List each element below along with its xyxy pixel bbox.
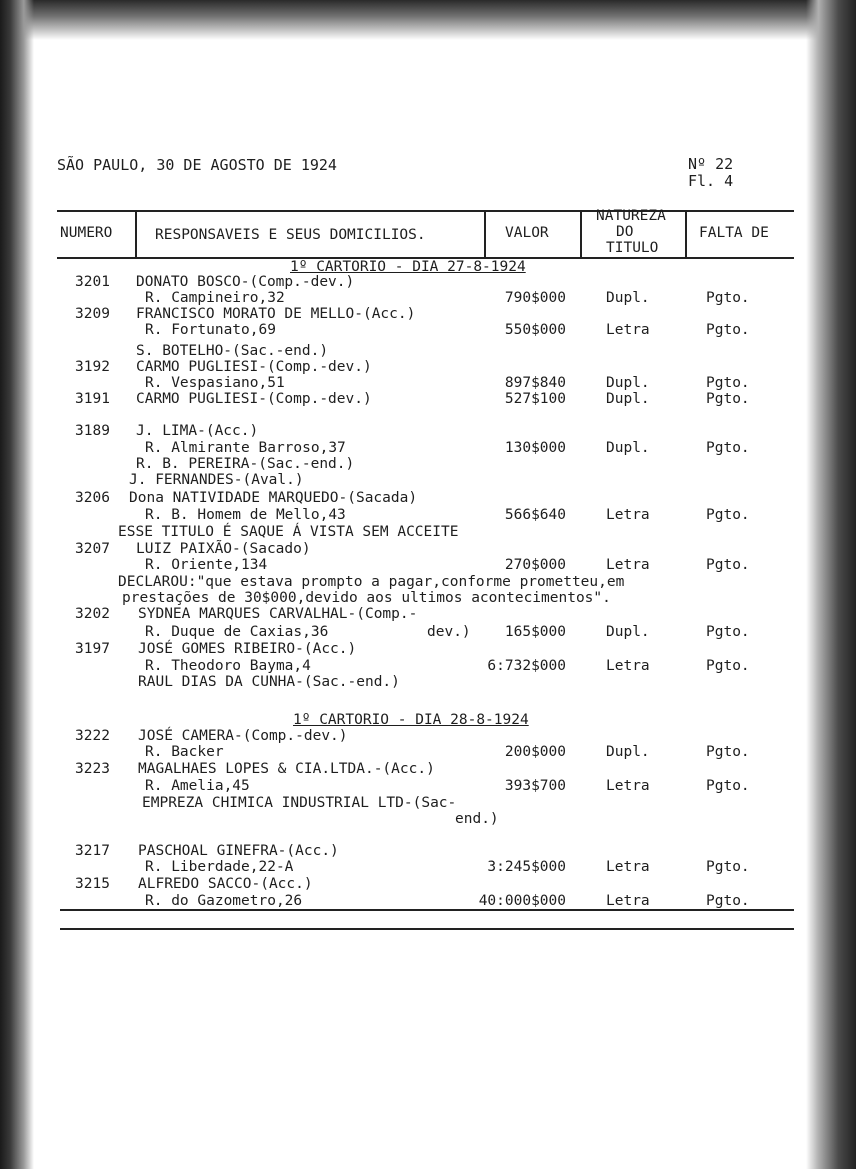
entry-text: R. Backer — [145, 744, 224, 760]
entry-text: R. Duque de Caxias,36 — [145, 624, 329, 640]
place-date: SÃO PAULO, 30 DE AGOSTO DE 1924 — [57, 156, 337, 174]
entry-text: DONATO BOSCO-(Comp.-dev.) — [136, 274, 355, 290]
column-header-natureza-do: DO — [616, 224, 634, 240]
entry-valor: 566$640 — [504, 507, 566, 523]
table-bottom-rule — [60, 928, 794, 930]
entry-falta: Pgto. — [706, 375, 750, 391]
column-header-numero: NUMERO — [60, 225, 113, 241]
entry-valor: 897$840 — [504, 375, 566, 391]
entry-falta: Pgto. — [706, 893, 750, 909]
folio-number: Fl. 4 — [688, 172, 734, 190]
entry-natureza: Dupl. — [606, 375, 650, 391]
entry-falta: Pgto. — [706, 391, 750, 407]
entry-falta: Pgto. — [706, 744, 750, 760]
column-divider — [685, 210, 687, 258]
entry-natureza: Letra — [606, 893, 650, 909]
entry-falta: Pgto. — [706, 507, 750, 523]
column-divider — [580, 210, 582, 258]
section-heading: 1º CARTORIO - DIA 28-8-1924 — [293, 712, 529, 728]
entry-text: FRANCISCO MORATO DE MELLO-(Acc.) — [136, 306, 416, 322]
entry-text: RAUL DIAS DA CUNHA-(Sac.-end.) — [138, 674, 400, 690]
entry-text: S. BOTELHO-(Sac.-end.) — [136, 343, 329, 359]
entry-text: R. Campineiro,32 — [145, 290, 285, 306]
entry-text: R. B. PEREIRA-(Sac.-end.) — [136, 456, 355, 472]
entry-falta: Pgto. — [706, 624, 750, 640]
scan-shadow-top — [0, 0, 856, 40]
entry-text: MAGALHAES LOPES & CIA.LTDA.-(Acc.) — [138, 761, 435, 777]
entry-valor: 550$000 — [504, 322, 566, 338]
entry-text-continuation: dev.) — [427, 624, 471, 640]
column-header-valor: VALOR — [505, 225, 549, 241]
scan-shadow-left — [0, 0, 34, 1169]
table-top-rule — [57, 210, 794, 212]
entry-natureza: Dupl. — [606, 391, 650, 407]
entry-text: DECLAROU:"que estava prompto a pagar,conforme prometteu,em — [118, 574, 625, 590]
entry-falta: Pgto. — [706, 658, 750, 674]
entry-text: end.) — [455, 811, 499, 827]
entry-text: Dona NATIVIDADE MARQUEDO-(Sacada) — [129, 490, 418, 506]
entry-text: ESSE TITULO É SAQUE Á VISTA SEM ACCEITE — [118, 524, 459, 540]
entry-valor: 200$000 — [504, 744, 566, 760]
entry-number: 3217 — [75, 843, 110, 859]
entry-text: J. LIMA-(Acc.) — [136, 423, 259, 439]
entry-valor: 130$000 — [504, 440, 566, 456]
entry-natureza: Letra — [606, 507, 650, 523]
table-bottom-rule — [60, 909, 794, 911]
entry-text: SYDNEA MARQUES CARVALHAL-(Comp.- — [138, 606, 418, 622]
entry-falta: Pgto. — [706, 557, 750, 573]
entry-number: 3222 — [75, 728, 110, 744]
column-header-responsaveis: RESPONSAVEIS E SEUS DOMICILIOS. — [155, 227, 426, 243]
entry-text: R. Theodoro Bayma,4 — [145, 658, 311, 674]
entry-valor: 393$700 — [504, 778, 566, 794]
entry-text: LUIZ PAIXÃO-(Sacado) — [136, 541, 311, 557]
entry-natureza: Letra — [606, 658, 650, 674]
entry-text: JOSÉ CAMERA-(Comp.-dev.) — [138, 728, 348, 744]
entry-text: JOSÉ GOMES RIBEIRO-(Acc.) — [138, 641, 357, 657]
entry-number: 3206 — [75, 490, 110, 506]
entry-number: 3192 — [75, 359, 110, 375]
entry-valor: 6:732$000 — [487, 658, 566, 674]
entry-number: 3189 — [75, 423, 110, 439]
entry-natureza: Letra — [606, 322, 650, 338]
entry-text: ALFREDO SACCO-(Acc.) — [138, 876, 313, 892]
entry-number: 3201 — [75, 274, 110, 290]
entry-number: 3223 — [75, 761, 110, 777]
entry-valor: 3:245$000 — [487, 859, 566, 875]
column-divider — [484, 210, 486, 258]
entry-text: R. Amelia,45 — [145, 778, 250, 794]
entry-number: 3207 — [75, 541, 110, 557]
entry-valor: 270$000 — [504, 557, 566, 573]
entry-text: R. Vespasiano,51 — [145, 375, 285, 391]
entry-falta: Pgto. — [706, 290, 750, 306]
entry-number: 3215 — [75, 876, 110, 892]
entry-text: prestações de 30$000,devido aos ultimos acontecimentos". — [122, 590, 611, 606]
entry-valor: 527$100 — [504, 391, 566, 407]
entry-text: R. do Gazometro,26 — [145, 893, 303, 909]
entry-natureza: Letra — [606, 859, 650, 875]
entry-valor: 790$000 — [504, 290, 566, 306]
document-number: Nº 22 — [688, 155, 734, 173]
column-divider — [135, 210, 137, 258]
entry-natureza: Dupl. — [606, 744, 650, 760]
entry-text: J. FERNANDES-(Aval.) — [129, 472, 304, 488]
entry-text: PASCHOAL GINEFRA-(Acc.) — [138, 843, 339, 859]
entry-number: 3209 — [75, 306, 110, 322]
entry-falta: Pgto. — [706, 778, 750, 794]
entry-text: CARMO PUGLIESI-(Comp.-dev.) — [136, 391, 372, 407]
entry-natureza: Dupl. — [606, 290, 650, 306]
entry-number: 3191 — [75, 391, 110, 407]
entry-valor: 40:000$000 — [478, 893, 566, 909]
entry-falta: Pgto. — [706, 859, 750, 875]
column-header-falta: FALTA DE — [699, 225, 769, 241]
entry-natureza: Dupl. — [606, 440, 650, 456]
entry-number: 3197 — [75, 641, 110, 657]
entry-text: R. Fortunato,69 — [145, 322, 276, 338]
entry-valor: 165$000 — [504, 624, 566, 640]
scan-shadow-right — [806, 0, 856, 1169]
section-heading: 1º CARTORIO - DIA 27-8-1924 — [290, 259, 526, 275]
column-header-natureza-titulo: TITULO — [606, 240, 659, 256]
entry-natureza: Dupl. — [606, 624, 650, 640]
entry-text: R. Liberdade,22-A — [145, 859, 294, 875]
entry-text: R. Oriente,134 — [145, 557, 268, 573]
entry-falta: Pgto. — [706, 322, 750, 338]
entry-text: R. B. Homem de Mello,43 — [145, 507, 346, 523]
entry-text: CARMO PUGLIESI-(Comp.-dev.) — [136, 359, 372, 375]
entry-natureza: Letra — [606, 557, 650, 573]
entry-text: EMPREZA CHIMICA INDUSTRIAL LTD-(Sac- — [142, 795, 457, 811]
entry-number: 3202 — [75, 606, 110, 622]
entry-natureza: Letra — [606, 778, 650, 794]
column-header-natureza: NATUREZA — [596, 208, 666, 224]
entry-falta: Pgto. — [706, 440, 750, 456]
entry-text: R. Almirante Barroso,37 — [145, 440, 346, 456]
